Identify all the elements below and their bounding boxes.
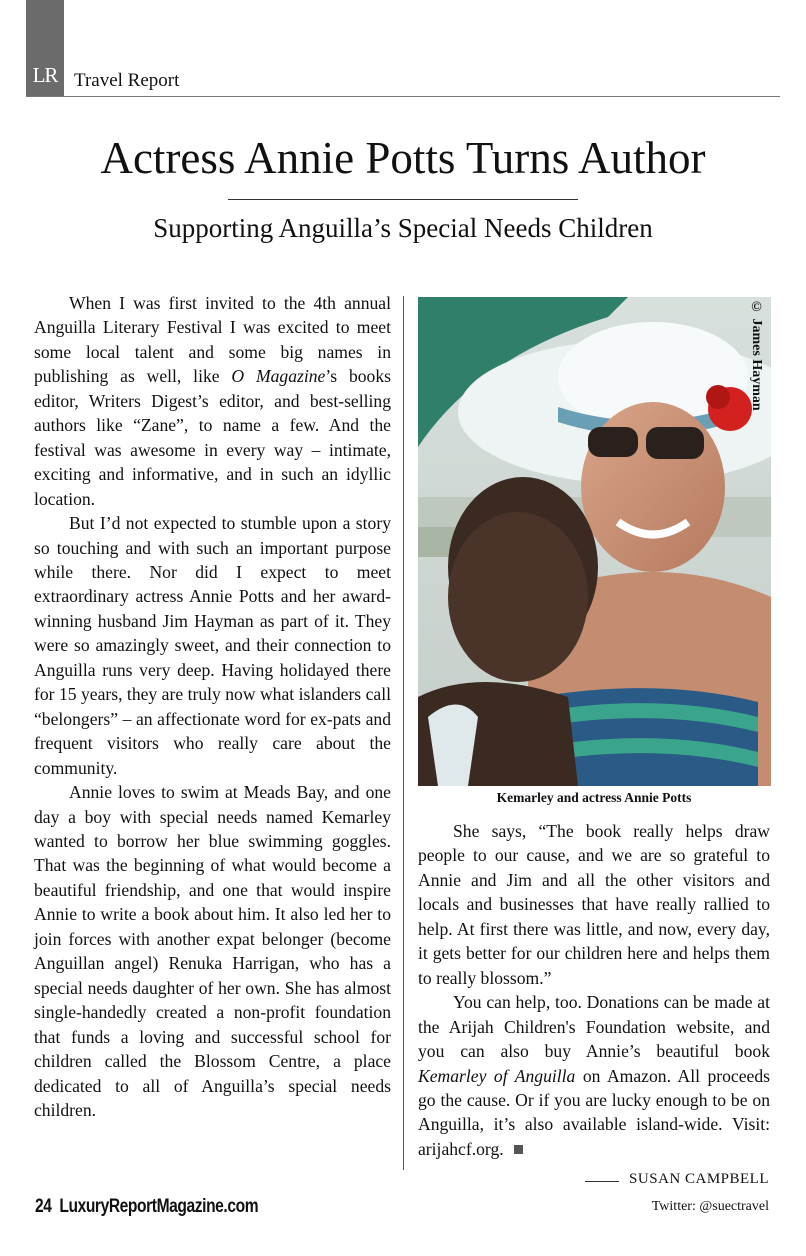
byline-divider	[585, 1181, 619, 1182]
end-of-article-mark	[514, 1145, 523, 1154]
photo-credit: © James Hayman	[749, 300, 764, 411]
title-divider	[228, 199, 578, 200]
paragraph-1: When I was first invited to the 4th annual Anguilla Literary Festival I was excited to meet some local talent and some big names in publishing as well, like O Magazine’s books editor, Writers Digest’s editor, and best-selling authors like “Zane”, to name a few. And the festival was awesome in every way – intimate, exciting and informative, and in such an idyllic location.	[34, 293, 391, 509]
book-title: Kemarley of Anguilla	[418, 1065, 576, 1086]
paragraph-4: She says, “The book really helps draw people to our cause, and we are so grateful to Annie and Jim and all the other visitors and locals and businesses that have really rallied to help. At first there was little, and now, every day, it gets better for our children here and helps them to really blossom.”	[418, 821, 770, 988]
page-number: 24	[35, 1196, 52, 1217]
paragraph-3: Annie loves to swim at Meads Bay, and one day a boy with special needs named Kemarley wanted to borrow her blue swimming goggles. That was the beginning of what would become a beautiful friendship, and one that would inspire Annie to write a book about him. It also led her to join forces with another expat belonger (become Anguillan angel) Renuka Harrigan, who has a special needs daughter of her own. She has almost single-handedly created a non-profit foundation that funds a loving and successful school for children called the Blossom Centre, a place dedicated to all of Anguilla’s special needs children.	[34, 782, 391, 1120]
paragraph-5: You can help, too. Donations can be made at the Arijah Children's Foundation website, and you can also buy Annie’s beautiful book Kemarley of Anguilla on Amazon. All proceeds go the cause. Or if you are lucky enough to be on Anguilla, it’s also available island-wide. Visit: arijahcf.org.	[418, 992, 770, 1159]
photo-caption: Kemarley and actress Annie Potts	[496, 790, 692, 805]
page-footer	[35, 1196, 258, 1218]
article-subtitle: Supporting Anguilla’s Special Needs Children	[153, 213, 653, 243]
logo-text: LR	[32, 63, 58, 87]
right-column	[418, 819, 770, 1161]
article-photo	[418, 297, 771, 786]
section-label: Travel Report	[74, 70, 180, 91]
photo-illustration	[418, 297, 771, 786]
left-column	[34, 291, 391, 1122]
magazine-logo	[26, 0, 64, 96]
author-twitter: Twitter: @suectravel	[651, 1199, 769, 1214]
publication-name: O Magazine	[231, 366, 326, 387]
article-title: Actress Annie Potts Turns Author	[100, 133, 706, 183]
author-byline: SUSAN CAMPBELL	[629, 1171, 769, 1187]
footer-site: LuxuryReportMagazine.com	[59, 1196, 259, 1217]
paragraph-2: But I’d not expected to stumble upon a story so touching and with such an important purpose while there. Nor did I expect to meet extraordinary actress Annie Potts and her award-winning husband Jim Hayman as part of it. They were so amazingly sweet, and their connection to Anguilla runs very deep. Having holidayed there for 15 years, they are truly now what islanders call “belongers” – an affectionate word for ex-pats and frequent visitors who really care about the community.	[34, 513, 391, 778]
column-divider	[403, 296, 404, 1170]
header-divider	[26, 96, 780, 97]
